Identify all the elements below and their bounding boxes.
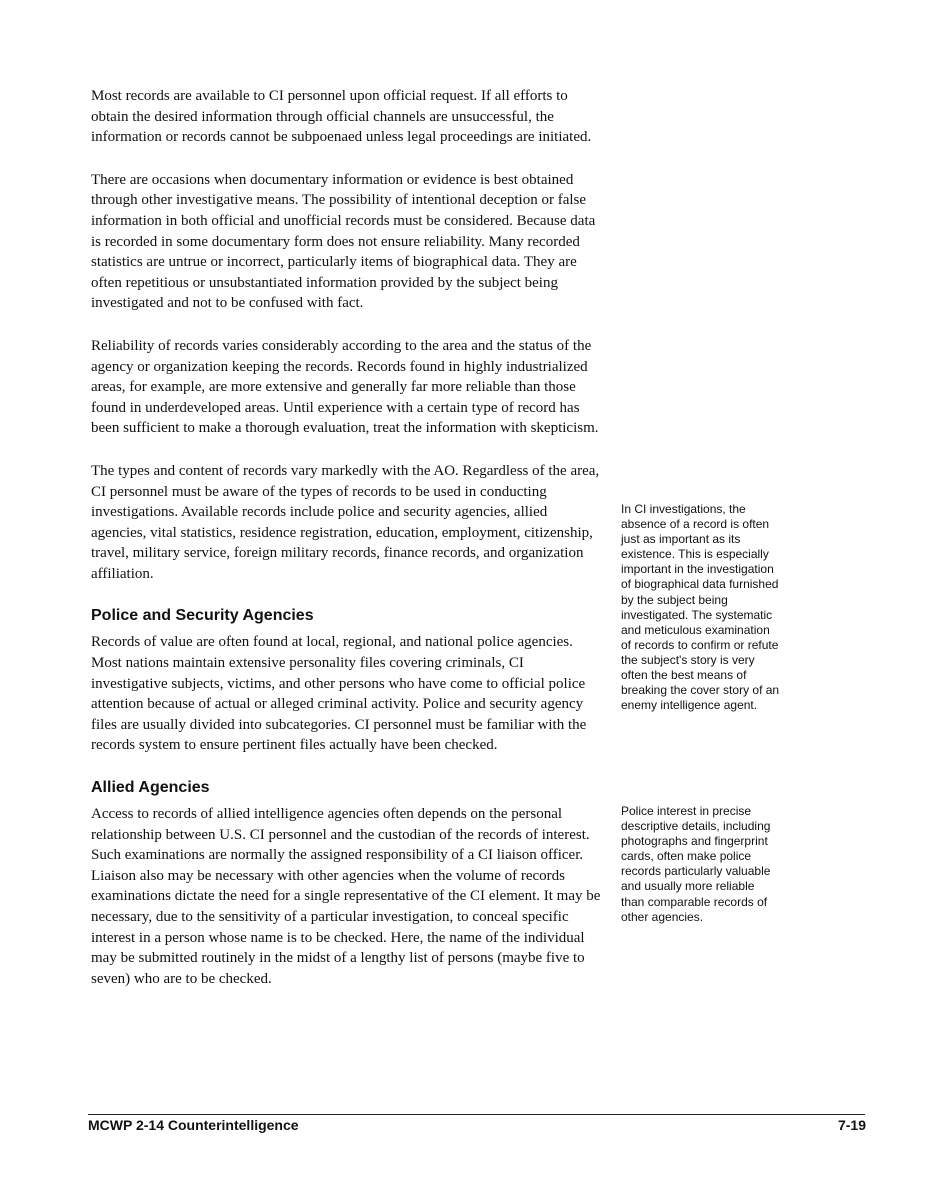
paragraph-investigative-means: There are occasions when documentary information or evidence is best obtained through other investigative means. The possibility of intentional deception or false information in both official and unofficial records must be considered. Because data is recorded in some documentary form does not ensure reliability. Many recorded statistics are untrue or incorrect, particularly items of biographical data. They are often repetitious or unsubstantiated information provided by the subject being investigated and not to be confused with fact. xyxy=(91,171,596,312)
paragraph-police-records: Records of value are often found at local, regional, and national police agencies. Most nations maintain extensive personality files covering criminals, CI investigative subjects, victims, and other persons who have come to official police attention because of actual or alleged criminal activity. Police and security agency files are usually divided into subcategories. CI personnel must be familiar with the records system to ensure pertinent files actually have been checked. xyxy=(91,634,587,754)
margin-note-police-interest: Police interest in precise descriptive details, including photographs and fingerprint cards, often make police records particularly valuable and usually more reliable than comparable records of other agencies. xyxy=(621,804,771,924)
main-text-column xyxy=(91,86,603,1005)
footer-divider xyxy=(88,1114,865,1115)
footer-document-title: MCWP 2-14 Counterintelligence xyxy=(88,1117,299,1133)
footer-page-number: 7-19 xyxy=(837,1117,866,1133)
heading-police-security: Police and Security Agencies xyxy=(91,607,314,625)
paragraph-official-request: Most records are available to CI personnel upon official request. If all efforts to obtain the desired information through official channels are unsuccessful, the information or records cannot be subpoenaed unless legal proceedings are initiated. xyxy=(91,88,592,146)
paragraph-reliability: Reliability of records varies considerably according to the area and the status of the agency or organization keeping the records. Records found in highly industrialized areas, for example, are more extensive and generally far more reliable than those found in underdeveloped areas. Until experience with a certain type of record has been sufficient to make a thorough evaluation, treat the information with skepticism. xyxy=(91,337,599,437)
paragraph-types-of-records: The types and content of records vary markedly with the AO. Regardless of the area, CI personnel must be aware of the types of records to be used in conducting investigations. Available records include police and security agencies, allied agencies, vital statistics, residence registration, education, employment, citizenship, travel, military service, foreign military records, finance records, and organization affiliation. xyxy=(91,462,600,582)
margin-note-absence-of-record: In CI investigations, the absence of a record is often just as important as its existence. This is especially important in the investigation of biographical data furnished by the subject being investigated. The systematic and meticulous examination of records to confirm or refute the subject's story is very often the best means of breaking the cover story of an enemy intelligence agent. xyxy=(621,502,780,713)
heading-allied-agencies: Allied Agencies xyxy=(91,779,210,797)
paragraph-allied-records: Access to records of allied intelligence agencies often depends on the personal relationship between U.S. CI personnel and the custodian of the records of interest. Such examinations are normally the assigned responsibility of a CI liaison officer. Liaison also may be necessary with other agencies when the volume of records examinations dictate the need for a single representative of the CI element. It may be necessary, due to the sensitivity of a particular investigation, to conceal specific interest in a person whose name is to be checked. Here, the name of the individual may be submitted routinely in the midst of a lengthy list of persons (maybe five to seven) who are to be checked. xyxy=(91,806,601,987)
